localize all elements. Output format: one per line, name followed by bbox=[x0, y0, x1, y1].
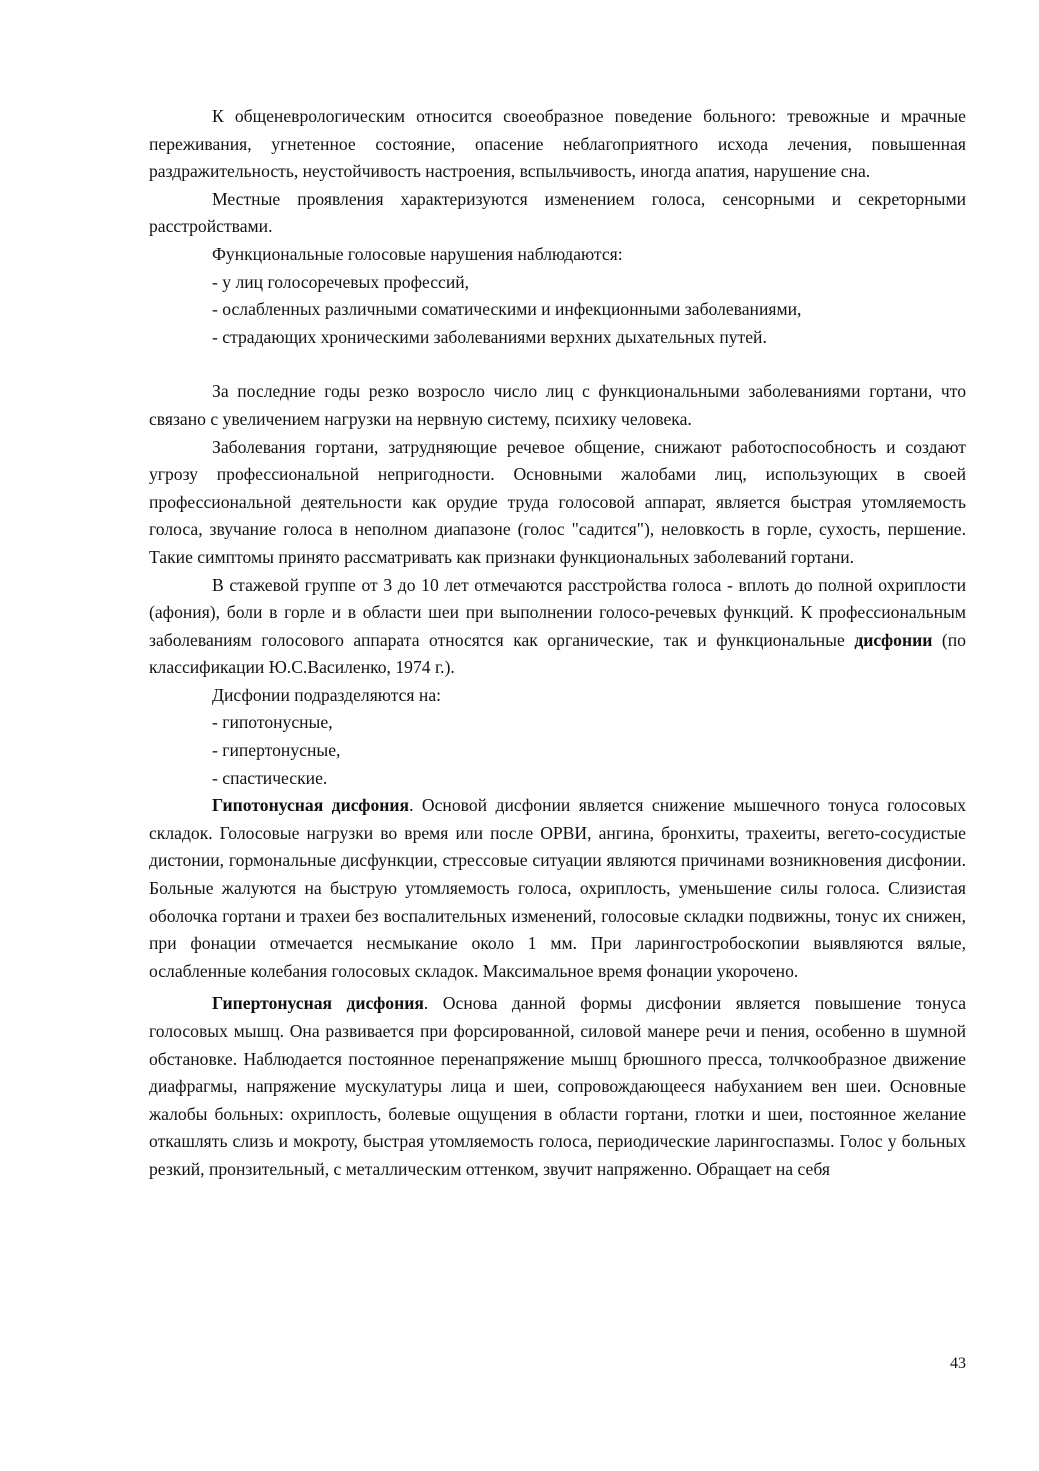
term-dysphonia: дисфонии bbox=[854, 629, 933, 650]
list-item: - спастические. bbox=[212, 767, 328, 788]
term-hypotonic-dysphonia: Гипотонусная дисфония bbox=[212, 795, 410, 816]
paragraph-larynx-diseases: Заболевания гортани, затрудняющие речевое общение, снижают работоспособность и создают угрозу профессиональной непригодности. Основными жалобами лиц, использующих в своей профессиональной деятельности как орудие труда голосовой аппарат, является быстрая утомляемость голоса, звучание голоса в неполном диапазоне (голос "садится"), неловкость в горле, сухость, першение. Такие симптомы принято рассматривать как признаки функциональных заболеваний гортани. bbox=[149, 436, 966, 567]
term-hypertonic-dysphonia: Гипертонусная дисфония bbox=[212, 993, 424, 1014]
paragraph-hypotonic-dysphonia bbox=[149, 792, 966, 985]
text-run: (по классификации Ю.С.Василенко, 1974 г.). bbox=[149, 629, 966, 678]
paragraph-hypertonic-dysphonia bbox=[149, 990, 966, 1183]
text-run: . Основа данной формы дисфонии является повышение тонуса голосовых мышц. Она развивается при форсированной, силовой манере речи и пения, особенно в шумной обстановке. Наблюдается постоянное перенапряжение мышц брюшного пресса, толчкообразное движение диафрагмы, напряжение мускулатуры лица и шеи, сопровождающееся набуханием вен шеи. Основные жалобы больных: охриплость, болевые ощущения в области гортани, глотки и шеи, постоянное желание откашлять слизь и мокроту, быстрая утомляемость голоса, периодические ларингоспазмы. Голос у больных резкий, пронзительный, с металлическим оттенком, звучит напряженно. Обращает на себя bbox=[149, 993, 967, 1179]
list-item: - ослабленных различными соматическими и инфекционными заболеваниями, bbox=[212, 299, 802, 320]
list-item: - гипотонусные, bbox=[212, 712, 333, 733]
paragraph-functional-disorders-intro: Функциональные голосовые нарушения наблюдаются: bbox=[212, 243, 623, 264]
paragraph-general-neurological: К общеневрологическим относится своеобразное поведение больного: тревожные и мрачные переживания, угнетенное состояние, опасение неблагоприятного исхода лечения, повышенная раздражительность, неустойчивость настроения, вспыльчивость, иногда апатия, нарушение сна. bbox=[149, 106, 966, 182]
page-number: 43 bbox=[950, 1355, 966, 1372]
text-run: В стажевой группе от 3 до 10 лет отмечаются расстройства голоса - вплоть до полной охриплости (афония), боли в горле и в области шеи при выполнении голосо-речевых функций. К профессиональным заболеваниям голосового аппарата относятся как органические, так и функциональные bbox=[149, 574, 966, 650]
paragraph-recent-years: За последние годы резко возросло число лиц с функциональными заболеваниями гортани, что связано с увеличением нагрузки на нервную систему, психику человека. bbox=[149, 381, 966, 429]
list-item: - у лиц голосоречевых профессий, bbox=[212, 271, 470, 292]
list-item: - гипертонусные, bbox=[212, 740, 341, 761]
paragraph-seniority-group bbox=[149, 572, 966, 682]
page-body bbox=[149, 103, 966, 1184]
paragraph-dysphonia-types-intro: Дисфонии подразделяются на: bbox=[212, 684, 442, 705]
list-item: - страдающих хроническими заболеваниями верхних дыхательных путей. bbox=[212, 326, 767, 347]
paragraph-local-manifestations: Местные проявления характеризуются изменением голоса, сенсорными и секреторными расстройствами. bbox=[149, 188, 966, 237]
paragraph-gap bbox=[149, 351, 966, 378]
text-run: . Основой дисфонии является снижение мышечного тонуса голосовых складок. Голосовые нагрузки во время или после ОРВИ, ангина, бронхиты, трахеиты, вегето-сосудистые дистонии, гормональные дисфункции, стрессовые ситуации являются причинами возникновения дисфонии. Больные жалуются на быструю утомляемость голоса, охриплость, уменьшение силы голоса. Слизистая оболочка гортани и трахеи без воспалительных изменений, голосовые складки подвижны, тонус их снижен, при фонации отмечается несмыкание около 1 мм. При ларингостробоскопии выявляются вялые, ослабленные колебания голосовых складок. Максимальное время фонации укорочено. bbox=[149, 795, 966, 981]
